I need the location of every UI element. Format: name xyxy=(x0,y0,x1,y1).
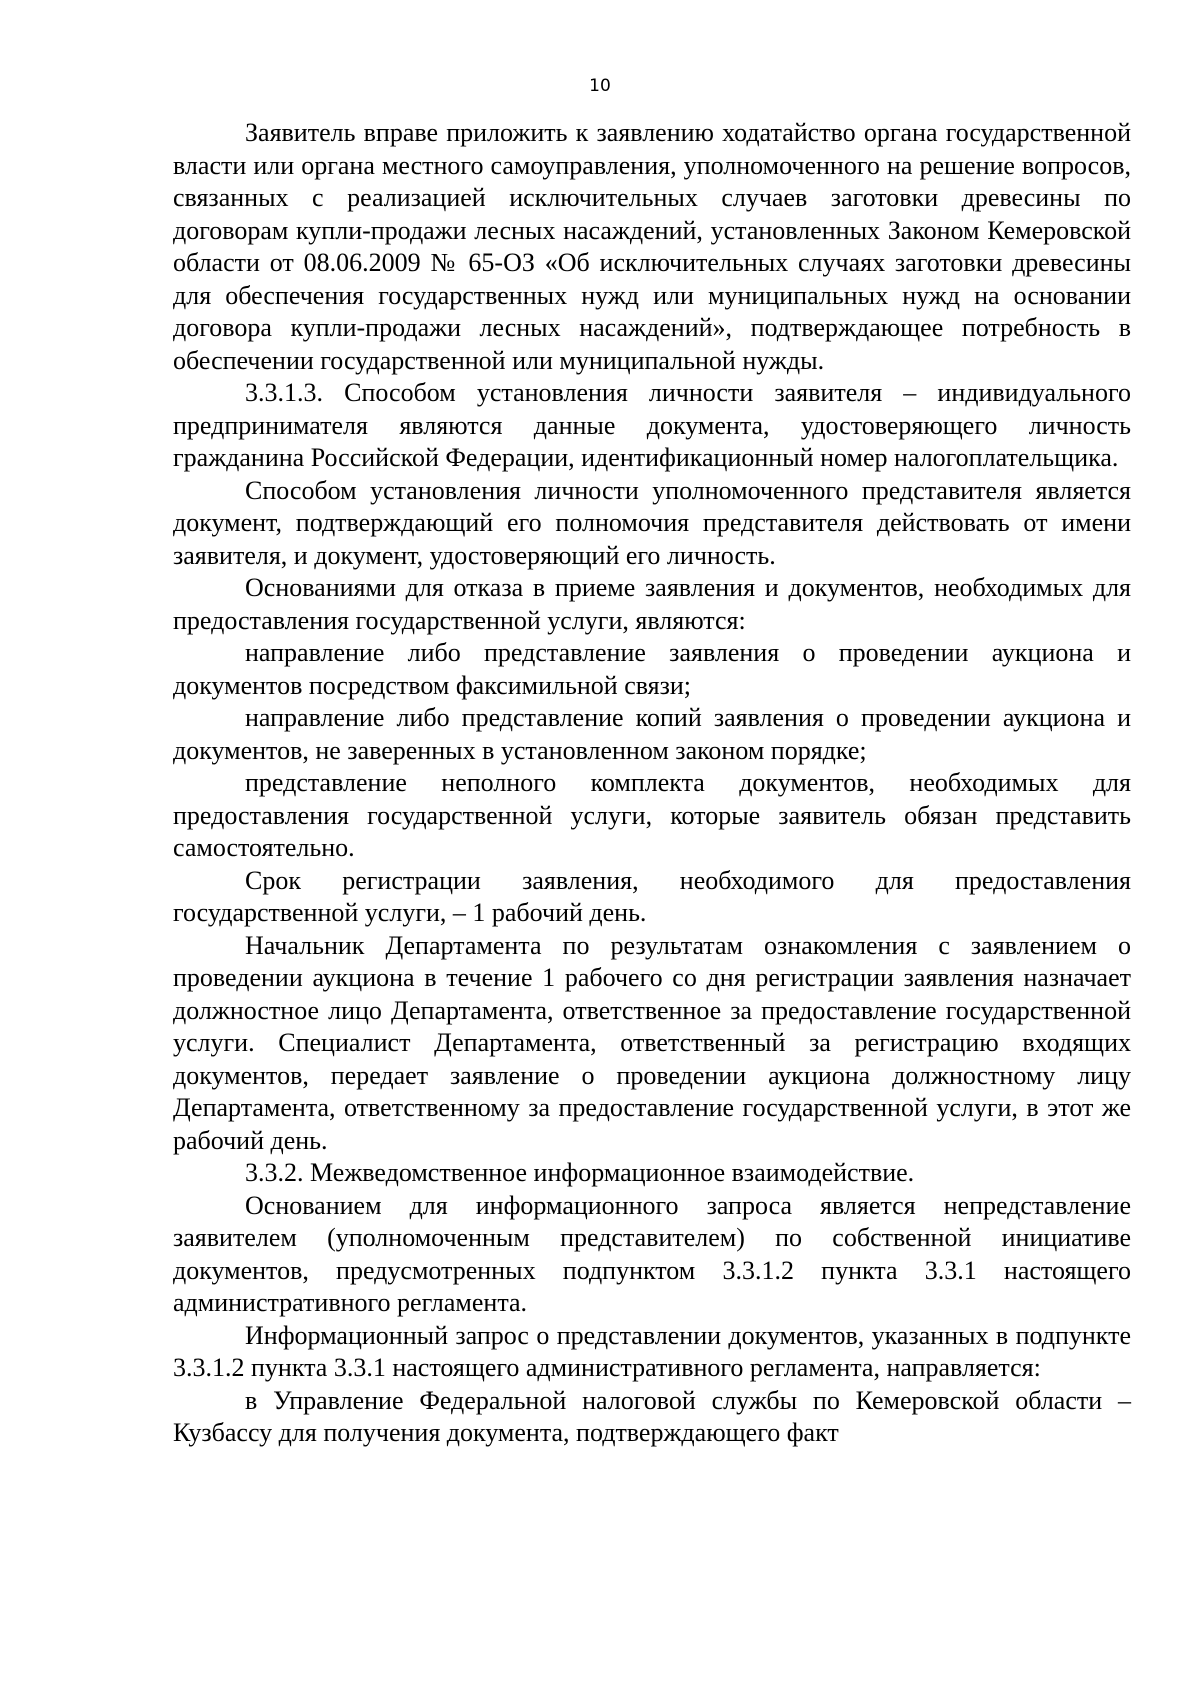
paragraph-request-direction: Информационный запрос о представлении документов, указанных в подпункте 3.3.1.2 пункта 3.3.1 настоящего административного регламента, направляется: xyxy=(173,1320,1131,1382)
document-body xyxy=(173,117,1131,1450)
paragraph-representative-identity: Способом установления личности уполномоченного представителя является документ, подтверждающий его полномочия представителя действовать от имени заявителя, и документ, удостоверяющий его личность. xyxy=(173,475,1131,570)
paragraph-request-basis: Основанием для информационного запроса является непредставление заявителем (уполномоченным представителем) по собственной инициативе документов, предусмотренных подпунктом 3.3.1.2 пункта 3.3.1 настоящего административного регламента. xyxy=(173,1190,1131,1317)
paragraph-registration-term: Срок регистрации заявления, необходимого для предоставления государственной услуги, – 1 рабочий день. xyxy=(173,865,1131,927)
paragraph-3-3-1-3: 3.3.1.3. Способом установления личности заявителя – индивидуального предпринимателя являются данные документа, удостоверяющего личность гражданина Российской Федерации, идентификационный номер налогоплательщика. xyxy=(173,378,1131,472)
paragraph-refusal-grounds: Основаниями для отказа в приеме заявления и документов, необходимых для предоставления государственной услуги, являются: xyxy=(173,573,1131,635)
list-item-fax: направление либо представление заявления о проведении аукциона и документов посредством факсимильной связи; xyxy=(173,638,1131,700)
paragraph-3-3-2-heading: 3.3.2. Межведомственное информационное взаимодействие. xyxy=(245,1158,915,1187)
list-item-tax-service: в Управление Федеральной налоговой службы по Кемеровской области – Кузбассу для получения документа, подтверждающего факт xyxy=(173,1385,1131,1447)
paragraph-department-head: Начальник Департамента по результатам ознакомления с заявлением о проведении аукциона в течение 1 рабочего со дня регистрации заявления назначает должностное лицо Департамента, ответственное за предоставление государственной услуги. Специалист Департамента, ответственный за регистрацию входящих документов, передает заявление о проведении аукциона должностному лицу Департамента, ответственному за предоставление государственной услуги, в этот же рабочий день. xyxy=(173,930,1131,1155)
list-item-incomplete-set: представление неполного комплекта документов, необходимых для предоставления государственной услуги, которые заявитель обязан представить самостоятельно. xyxy=(173,768,1131,862)
list-item-unverified-copies: направление либо представление копий заявления о проведении аукциона и документов, не заверенных в установленном законом порядке; xyxy=(173,703,1131,765)
page-number: 10 xyxy=(589,76,611,96)
paragraph-applicant-petition: Заявитель вправе приложить к заявлению ходатайство органа государственной власти или органа местного самоуправления, уполномоченного на решение вопросов, связанных с реализацией исключительных случаев заготовки древесины по договорам купли-продажи лесных насаждений, установленных Законом Кемеровской области от 08.06.2009 № 65-ОЗ «Об исключительных случаях заготовки древесины для обеспечения государственных нужд или муниципальных нужд на основании договора купли-продажи лесных насаждений», подтверждающее потребность в обеспечении государственной или муниципальной нужды. xyxy=(173,118,1131,375)
